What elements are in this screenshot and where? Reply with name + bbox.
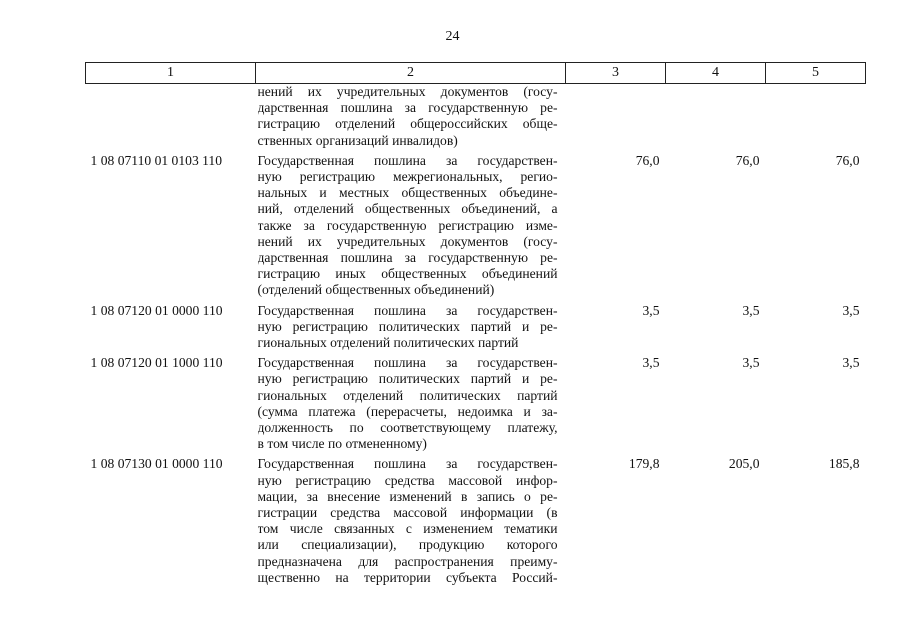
column-header-4: 4 — [666, 63, 766, 84]
description-line: гиональных отделений политических партий — [257, 335, 519, 351]
row-description — [256, 355, 566, 456]
description-line: ственных организаций инвалидов) — [257, 132, 458, 148]
row-code: 1 08 07130 01 0000 110 — [90, 456, 223, 472]
column-header-2: 2 — [256, 63, 566, 84]
description-line: (отделений общественных объединений) — [257, 282, 495, 298]
budget-table — [85, 62, 866, 590]
description-line: гистрацию отделений общероссийских обще- — [257, 116, 558, 132]
table-row — [86, 153, 866, 303]
description-line: ний, отделений общественных объединений, а — [257, 201, 558, 217]
description-line: нений их учредительных документов (госу- — [257, 84, 558, 99]
value-col4: 205,0 — [728, 456, 760, 472]
value-col5: 76,0 — [835, 152, 860, 168]
description-line: щественно на территории субъекта Россий- — [257, 569, 558, 585]
value-col4: 3,5 — [742, 355, 760, 371]
description-line: или специализации), продукцию которого — [257, 537, 558, 553]
description-line: гистрации средства массовой информации (в — [257, 505, 558, 521]
description-line: ную регистрацию средства массовой инфор- — [257, 472, 558, 488]
header-row — [86, 63, 866, 84]
description-line: дарственная пошлина за государственную ре- — [257, 100, 558, 116]
table-row — [86, 456, 866, 590]
value-col3 — [566, 84, 666, 153]
table-row — [86, 303, 866, 356]
value-col3: 76,0 — [635, 152, 660, 168]
row-code: 1 08 07110 01 0103 110 — [90, 152, 223, 168]
description-line: Государственная пошлина за государствен- — [257, 456, 558, 472]
value-col5: 185,8 — [828, 456, 860, 472]
row-description — [256, 303, 566, 356]
value-col4 — [666, 84, 766, 153]
description-line: Государственная пошлина за государствен- — [257, 152, 558, 168]
description-line: Государственная пошлина за государствен- — [257, 355, 558, 371]
description-line: том числе связанных с изменением тематики — [257, 521, 558, 537]
description-line: долженность по соответствующему платежу, — [257, 420, 558, 436]
column-header-3: 3 — [566, 63, 666, 84]
row-code: 1 08 07120 01 1000 110 — [90, 355, 223, 371]
description-line: ную регистрацию межрегиональных, регио- — [257, 169, 558, 185]
description-line: гистрацию иных общественных объединений — [257, 266, 558, 282]
value-col5: 3,5 — [842, 302, 860, 318]
description-line: мации, за внесение изменений в запись о ре- — [257, 488, 558, 504]
row-description — [256, 153, 566, 303]
row-description — [256, 456, 566, 590]
value-col5: 3,5 — [842, 355, 860, 371]
description-line: предназначена для распространения преиму- — [257, 553, 558, 569]
description-line: в том числе по отмененному) — [257, 436, 427, 452]
value-col3: 3,5 — [642, 355, 660, 371]
value-col3: 3,5 — [642, 302, 660, 318]
description-line: нальных и местных общественных объедине- — [257, 185, 558, 201]
value-col4: 3,5 — [742, 302, 760, 318]
row-code — [86, 84, 256, 153]
description-line: Государственная пошлина за государствен- — [257, 302, 558, 318]
description-line: нений их учредительных документов (госу- — [257, 233, 558, 249]
table-row — [86, 84, 866, 153]
column-header-1: 1 — [86, 63, 256, 84]
description-line: гиональных отделений политических партий — [257, 387, 558, 403]
table-row — [86, 355, 866, 456]
value-col5 — [766, 84, 866, 153]
value-col3: 179,8 — [628, 456, 660, 472]
description-line: ную регистрацию политических партий и ре- — [257, 318, 558, 334]
row-code: 1 08 07120 01 0000 110 — [90, 302, 223, 318]
description-line: (сумма платежа (перерасчеты, недоимка и за- — [257, 403, 558, 419]
value-col4: 76,0 — [735, 152, 760, 168]
column-header-5: 5 — [766, 63, 866, 84]
description-line: ную регистрацию политических партий и ре- — [257, 371, 558, 387]
description-line: также за государственную регистрацию изме- — [257, 217, 558, 233]
page-number: 24 — [445, 29, 460, 44]
row-description — [256, 84, 566, 153]
description-line: дарственная пошлина за государственную ре- — [257, 250, 558, 266]
